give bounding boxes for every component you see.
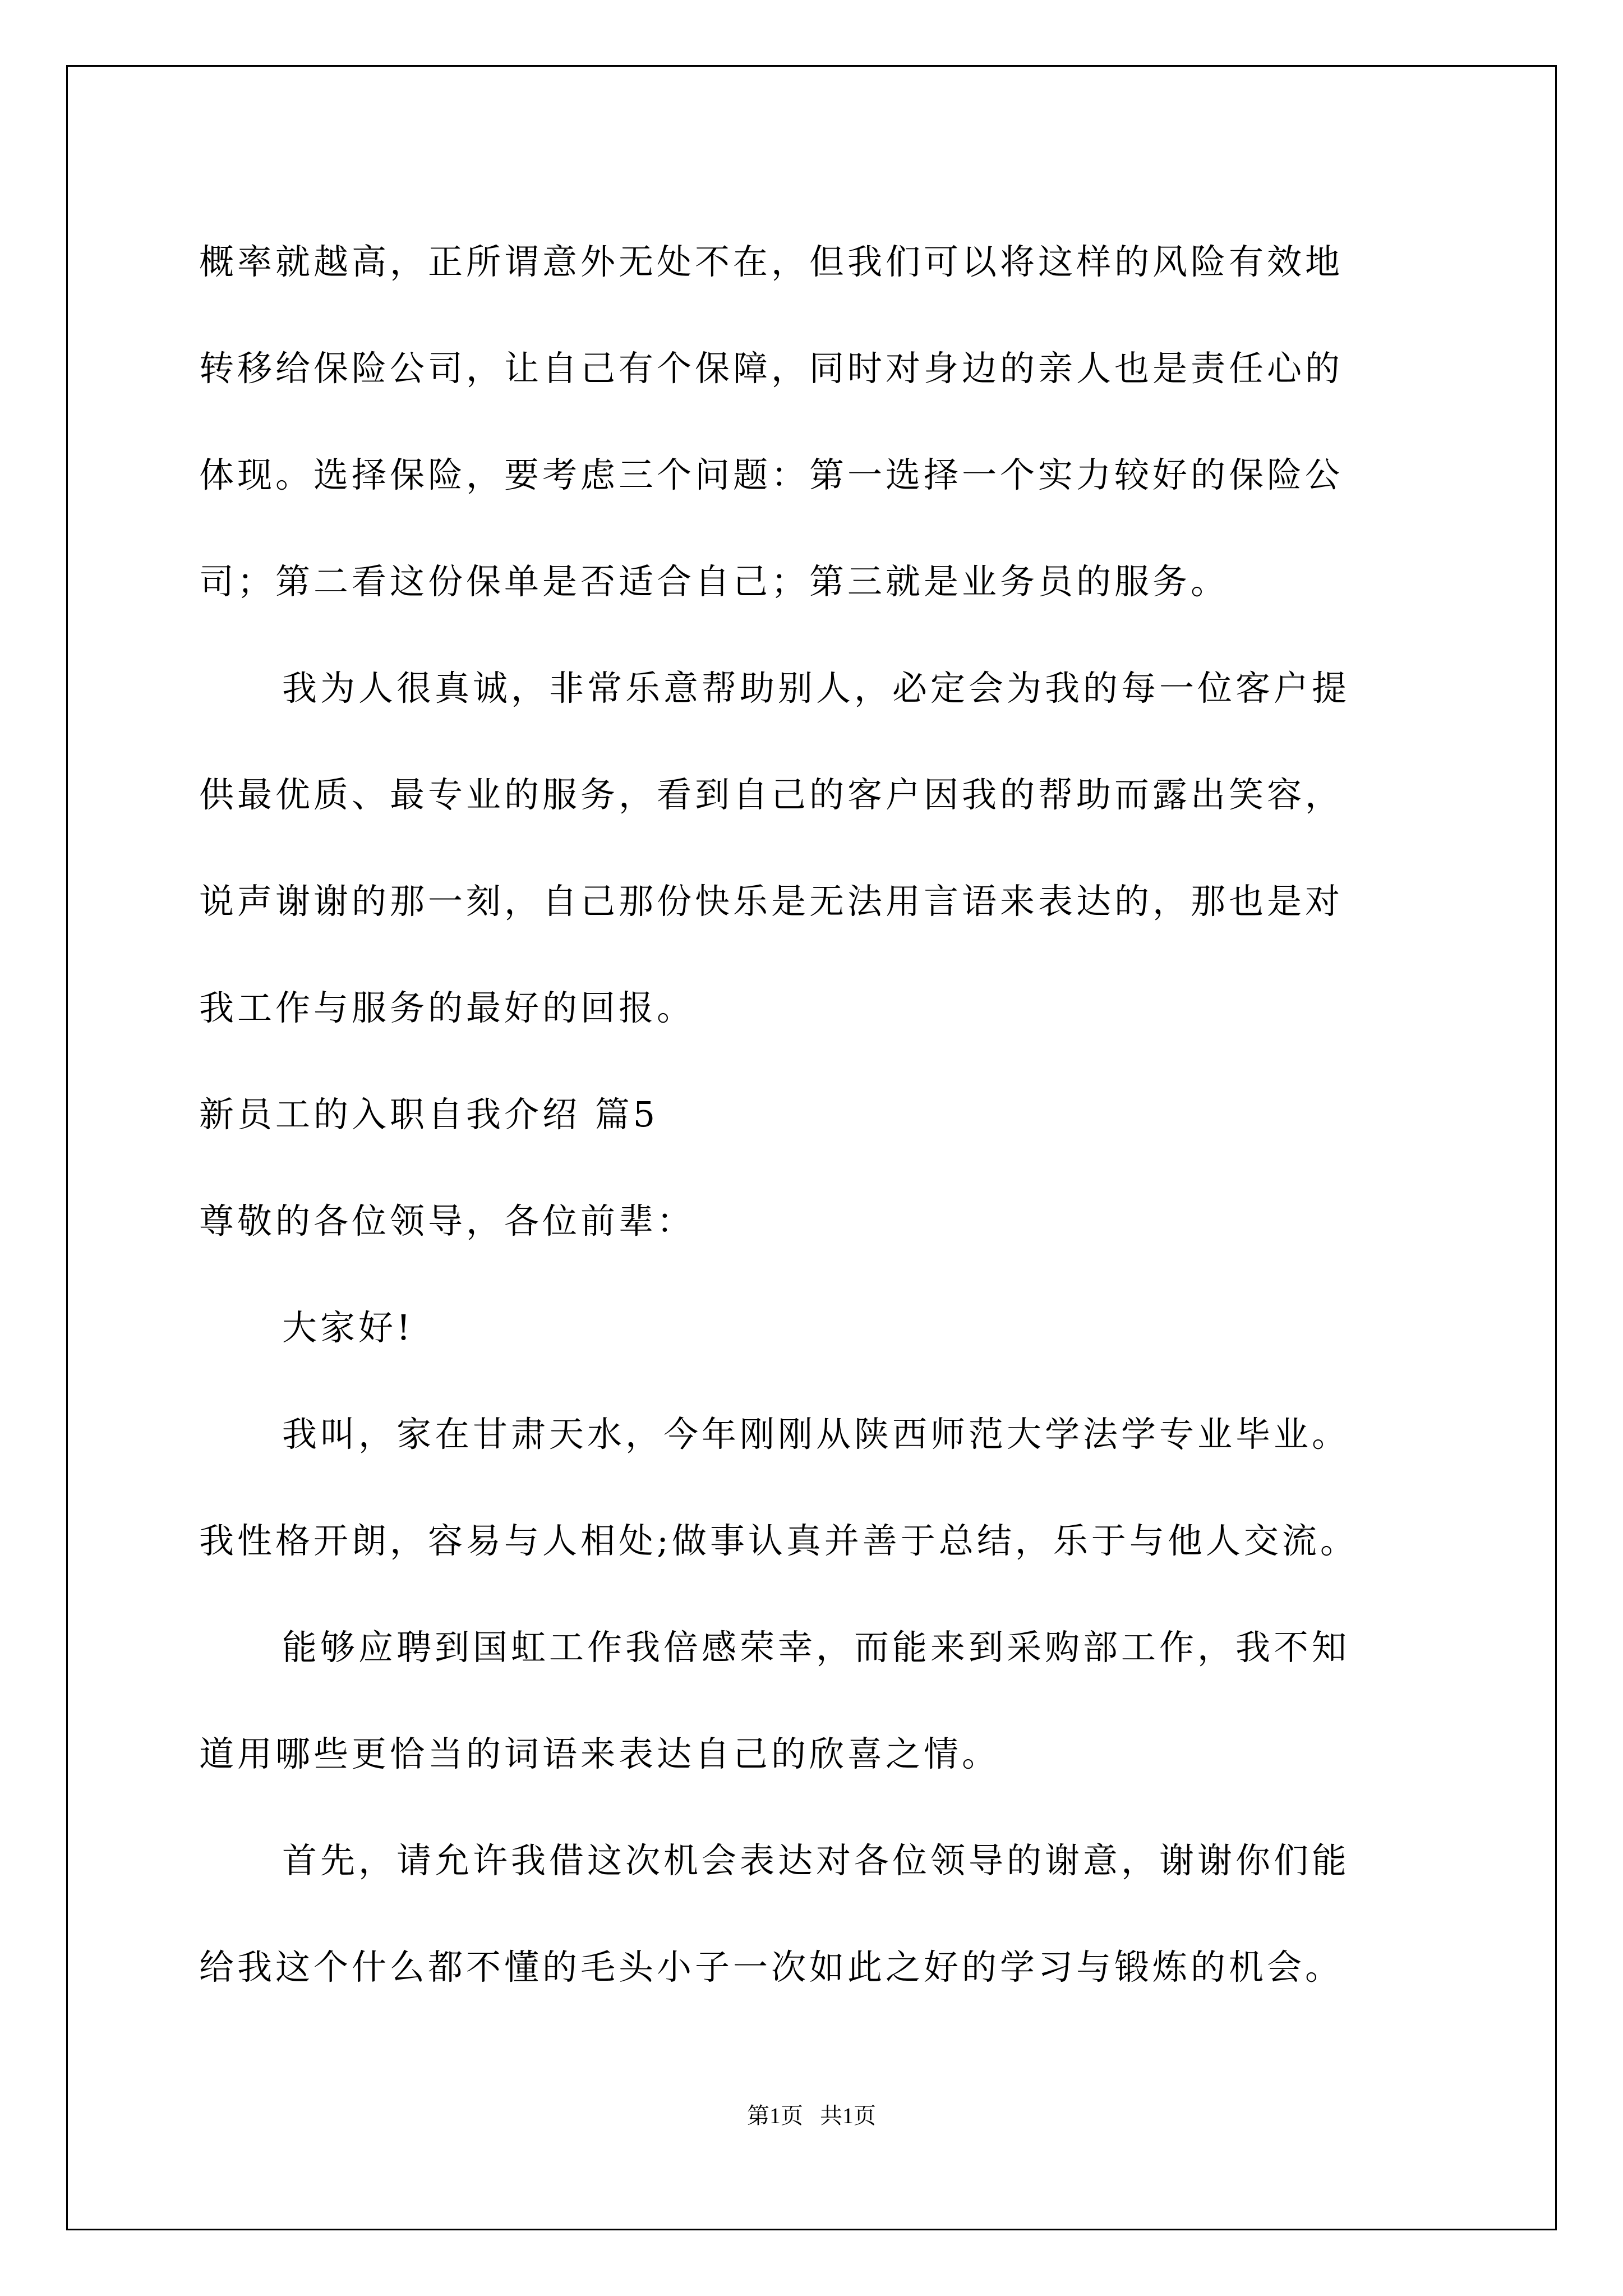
page-footer: 第1页 共1页 [747, 2103, 876, 2128]
paragraph-line: 道用哪些更恰当的词语来表达自己的欣喜之情。 [199, 1733, 1000, 1774]
paragraph-line: 首先，请允许我借这次机会表达对各位领导的谢意，谢谢你们能 [282, 1840, 1350, 1881]
section-heading: 新员工的入职自我介绍 篇5 [199, 1094, 659, 1135]
document-body [199, 209, 1433, 2021]
paragraph-line: 我叫，家在甘肃天水，今年刚刚从陕西师范大学法学专业毕业。 [282, 1414, 1350, 1455]
salutation: 尊敬的各位领导，各位前辈： [199, 1200, 695, 1241]
paragraph-line: 我为人很真诚，非常乐意帮助别人，必定会为我的每一位客户提 [282, 668, 1350, 708]
paragraph-line: 我工作与服务的最好的回报。 [199, 987, 695, 1028]
paragraph-line: 说声谢谢的那一刻，自己那份快乐是无法用言语来表达的，那也是对 [199, 881, 1344, 922]
paragraph-line: 体现。选择保险，要考虑三个问题：第一选择一个实力较好的保险公 [199, 454, 1344, 495]
paragraph-line: 供最优质、最专业的服务，看到自己的客户因我的帮助而露出笑容， [199, 774, 1344, 815]
paragraph-line: 概率就越高，正所谓意外无处不在，但我们可以将这样的风险有效地 [199, 241, 1344, 282]
paragraph-line: 司；第二看这份保单是否适合自己；第三就是业务员的服务。 [199, 561, 1229, 602]
paragraph-line: 能够应聘到国虹工作我倍感荣幸，而能来到采购部工作，我不知 [282, 1627, 1350, 1668]
paragraph-line: 给我这个什么都不懂的毛头小子一次如此之好的学习与锻炼的机会。 [199, 1947, 1344, 1987]
paragraph-line: 我性格开朗，容易与人相处;做事认真并善于总结，乐于与他人交流。 [199, 1520, 1358, 1561]
paragraph-line: 转移给保险公司，让自己有个保障，同时对身边的亲人也是责任心的 [199, 348, 1344, 389]
greeting: 大家好! [282, 1307, 414, 1348]
